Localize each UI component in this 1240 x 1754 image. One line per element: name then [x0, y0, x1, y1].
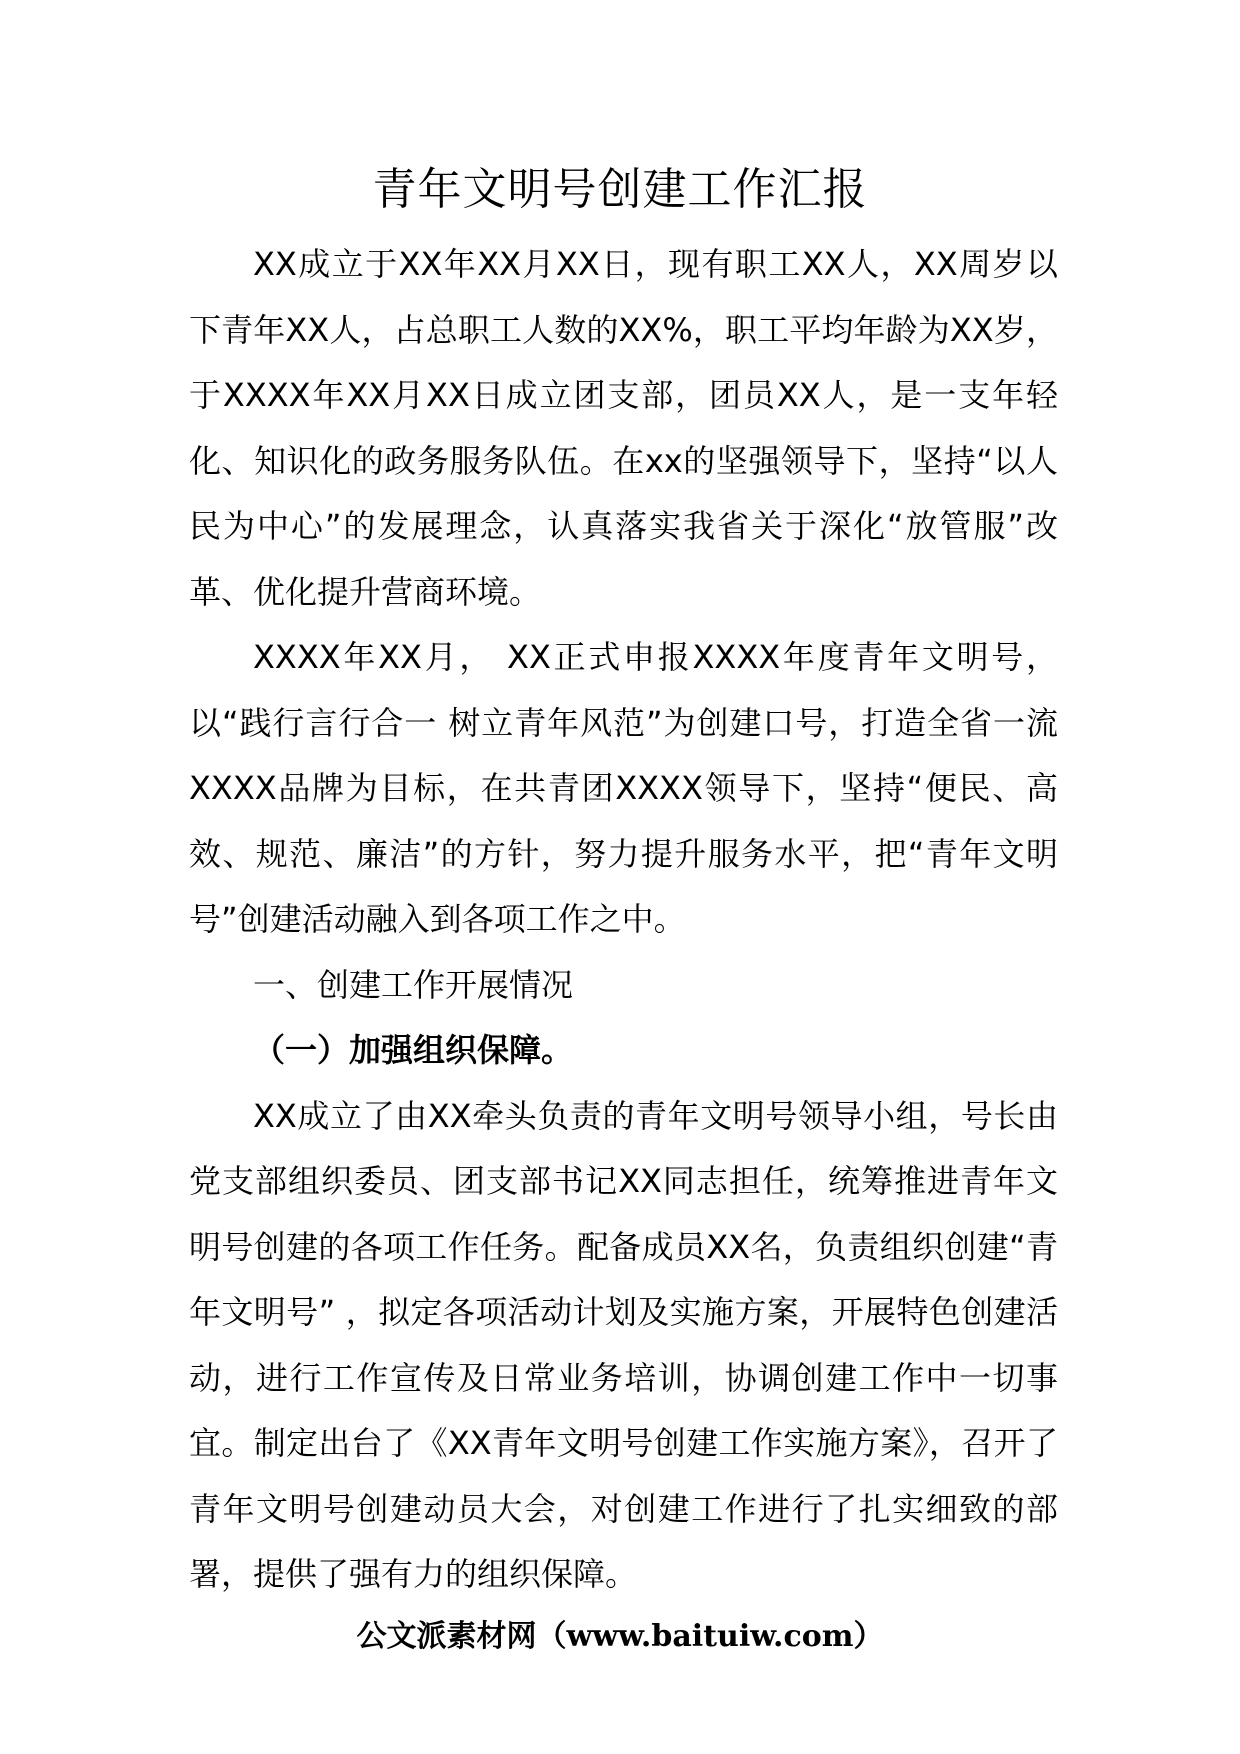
- section-heading: 一、创建工作开展情况: [253, 965, 574, 1004]
- subsection-heading: （一）加强组织保障。: [253, 1031, 574, 1069]
- footer-watermark-text: 公文派素材网（www.baituiw.com）: [356, 1619, 884, 1654]
- document-body: [189, 232, 1058, 1608]
- paragraph-organization: XX成立了由XX牵头负责的青年文明号领导小组，号长由党支部组织委员、团支部书记XX同志担任，统筹推进青年文明号创建的各项工作任务。配备成员XX名，负责组织创建“青年文明号” ，拟定各项活动计划及实施方案，开展特色创建活动，进行工作宣传及日常业务培训，协调创建工作中一切事宜。制定出台了《XX青年文明号创建工作实施方案》，召开了青年文明号创建动员大会，对创建工作进行了扎实细致的部署，提供了强有力的组织保障。: [189, 1096, 1058, 1593]
- paragraph-intro: XX成立于XX年XX月XX日，现有职工XX人，XX周岁以下青年XX人，占总职工人数的XX%，职工平均年龄为XX岁，于XXXX年XX月XX日成立团支部，团员XX人，是一支年轻化、知识化的政务服务队伍。在xx的坚强领导下，坚持“以人民为中心”的发展理念，认真落实我省关于深化“放管服”改革、优化提升营商环境。: [189, 245, 1058, 611]
- document-title: 青年文明号创建工作汇报: [372, 164, 868, 215]
- paragraph-application: XXXX年XX月， XX正式申报XXXX年度青年文明号，以“践行言行合一 树立青年风范”为创建口号，打造全省一流XXXX品牌为目标，在共青团XXXX领导下，坚持“便民、高效、规范、廉洁”的方针，努力提升服务水平，把“青年文明号”创建活动融入到各项工作之中。: [189, 638, 1058, 938]
